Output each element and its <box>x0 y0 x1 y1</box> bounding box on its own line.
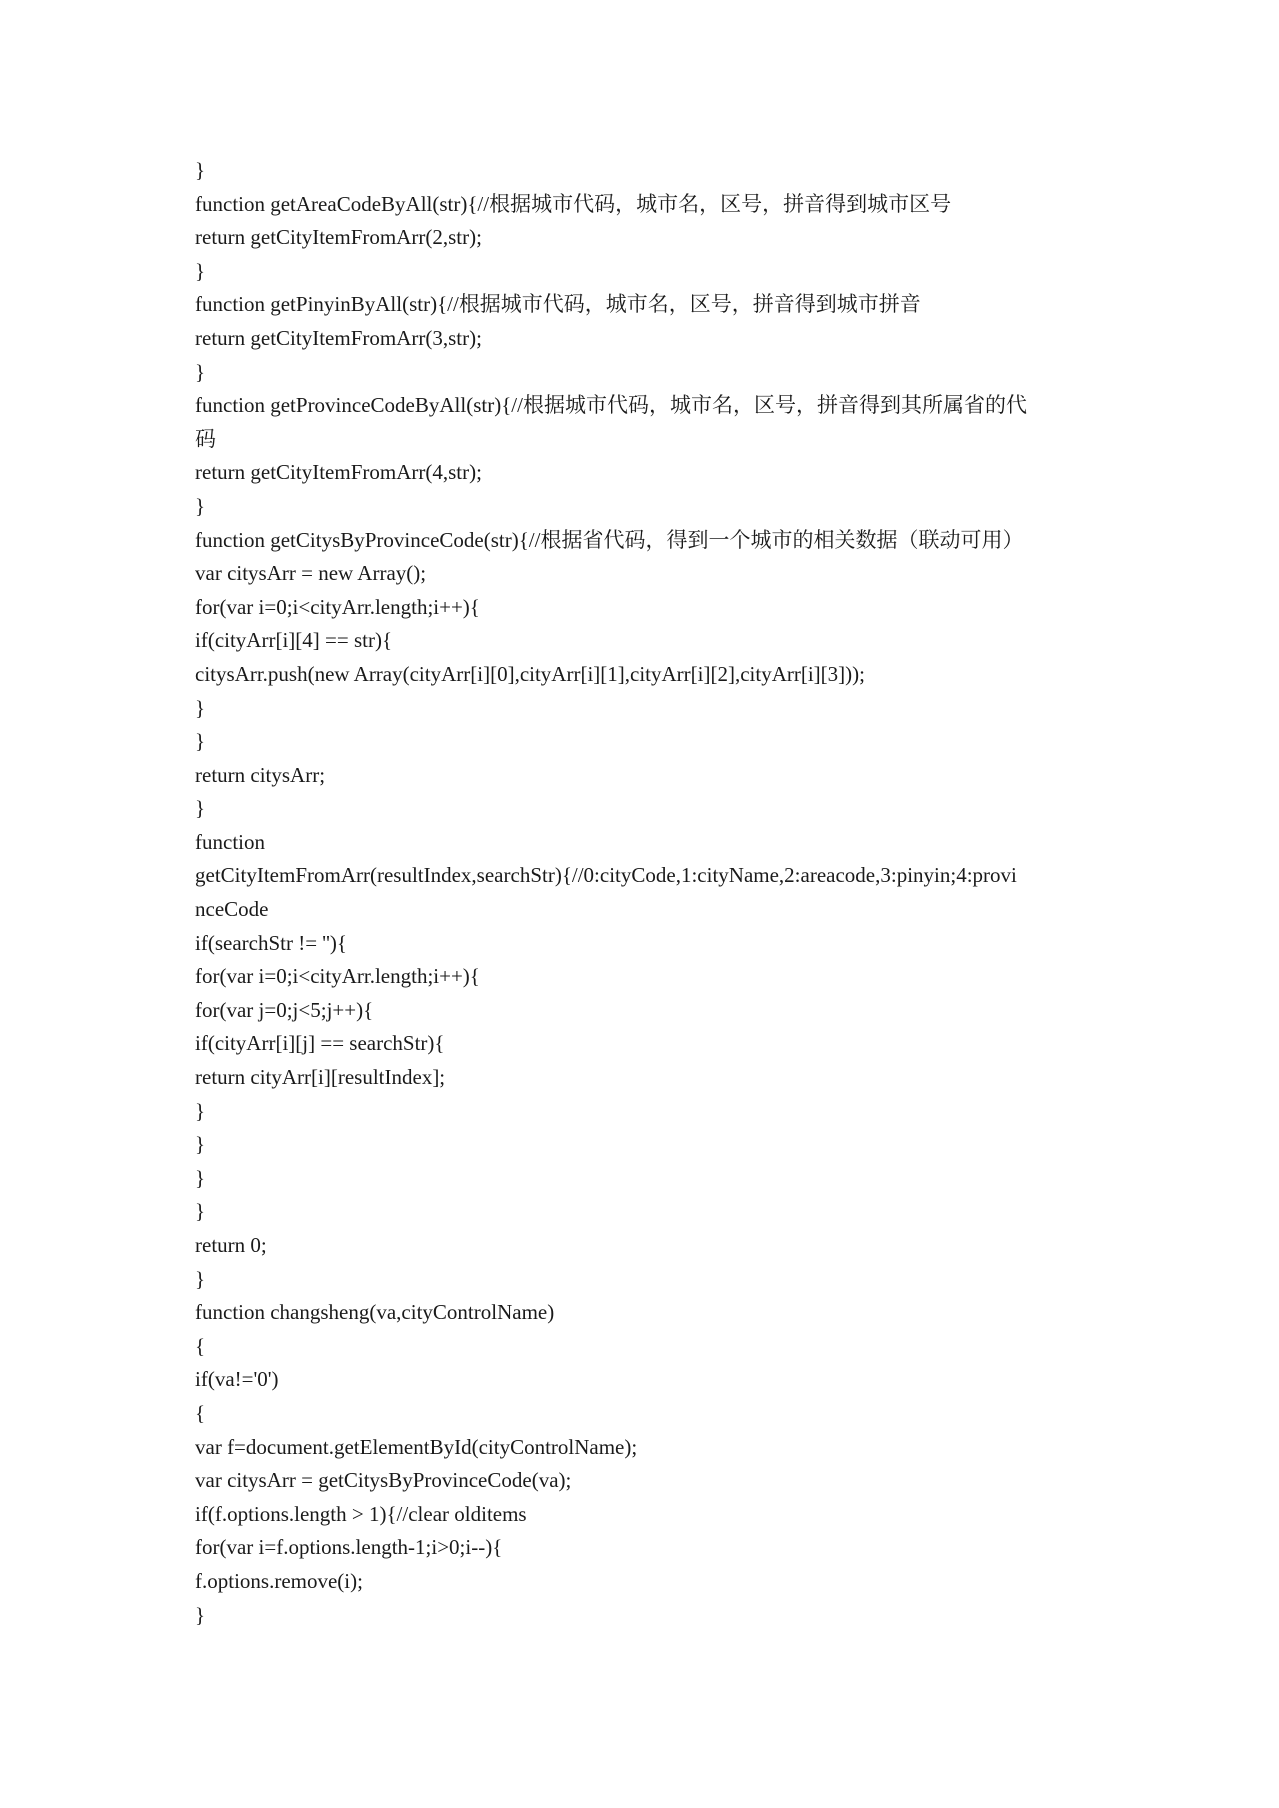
code-listing <box>195 154 1095 1632</box>
code-line: return getCityItemFromArr(2,str); <box>195 225 482 250</box>
code-line: f.options.remove(i); <box>195 1568 363 1593</box>
code-line: for(var i=f.options.length-1;i>0;i--){ <box>195 1535 503 1560</box>
code-line: 码 <box>195 426 216 451</box>
code-line: return cityArr[i][resultIndex]; <box>195 1065 446 1090</box>
code-line: { <box>195 1400 206 1425</box>
code-line: return 0; <box>195 1233 267 1257</box>
code-line: return getCityItemFromArr(4,str); <box>195 460 482 485</box>
code-line: } <box>195 1165 206 1190</box>
code-line: function getCitysByProvinceCode(str){//根据省代码，得到一个城市的相关数据（联动可用） <box>195 527 1024 552</box>
code-line: } <box>195 493 206 518</box>
code-line: } <box>195 1098 206 1123</box>
code-line: function getProvinceCodeByAll(str){//根据城市代码，城市名，区号，拼音得到其所属省的代 <box>195 393 1027 418</box>
code-line: } <box>195 1266 206 1291</box>
code-line: } <box>195 258 206 283</box>
code-line: for(var i=0;i<cityArr.length;i++){ <box>195 594 480 619</box>
code-line: if(va!='0') <box>195 1367 279 1392</box>
code-line: function changsheng(va,cityControlName) <box>195 1300 555 1325</box>
code-line: } <box>195 1199 206 1224</box>
code-line: } <box>195 1602 206 1627</box>
code-line: citysArr.push(new Array(cityArr[i][0],cityArr[i][1],cityArr[i][2],cityArr[i][3])); <box>195 661 865 686</box>
code-line: function getPinyinByAll(str){//根据城市代码，城市名，区号，拼音得到城市拼音 <box>195 292 921 317</box>
code-line: if(cityArr[i][4] == str){ <box>195 628 393 653</box>
code-line: for(var i=0;i<cityArr.length;i++){ <box>195 964 480 989</box>
code-line: } <box>195 695 206 720</box>
code-line: var f=document.getElementById(cityControlName); <box>195 1434 638 1459</box>
code-line: if(f.options.length > 1){//clear olditems <box>195 1501 527 1526</box>
code-line: } <box>195 1132 206 1157</box>
code-line: if(searchStr != ''){ <box>195 930 347 955</box>
code-line: getCityItemFromArr(resultIndex,searchStr){//0:cityCode,1:cityName,2:areacode,3:pinyin;4:provi <box>195 863 1017 888</box>
code-line: } <box>195 729 206 754</box>
code-line: function <box>195 829 265 854</box>
code-line: } <box>195 796 206 821</box>
code-line: var citysArr = new Array(); <box>195 561 427 586</box>
code-line: var citysArr = getCitysByProvinceCode(va); <box>195 1468 572 1493</box>
code-line: function getAreaCodeByAll(str){//根据城市代码，城市名，区号，拼音得到城市区号 <box>195 191 952 216</box>
code-line: return getCityItemFromArr(3,str); <box>195 325 482 350</box>
code-line: if(cityArr[i][j] == searchStr){ <box>195 1031 445 1056</box>
code-line: for(var j=0;j<5;j++){ <box>195 997 374 1022</box>
code-line: } <box>195 158 206 182</box>
code-line: { <box>195 1333 206 1358</box>
code-line: nceCode <box>195 897 269 922</box>
code-line: return citysArr; <box>195 762 326 787</box>
code-line: } <box>195 359 206 384</box>
